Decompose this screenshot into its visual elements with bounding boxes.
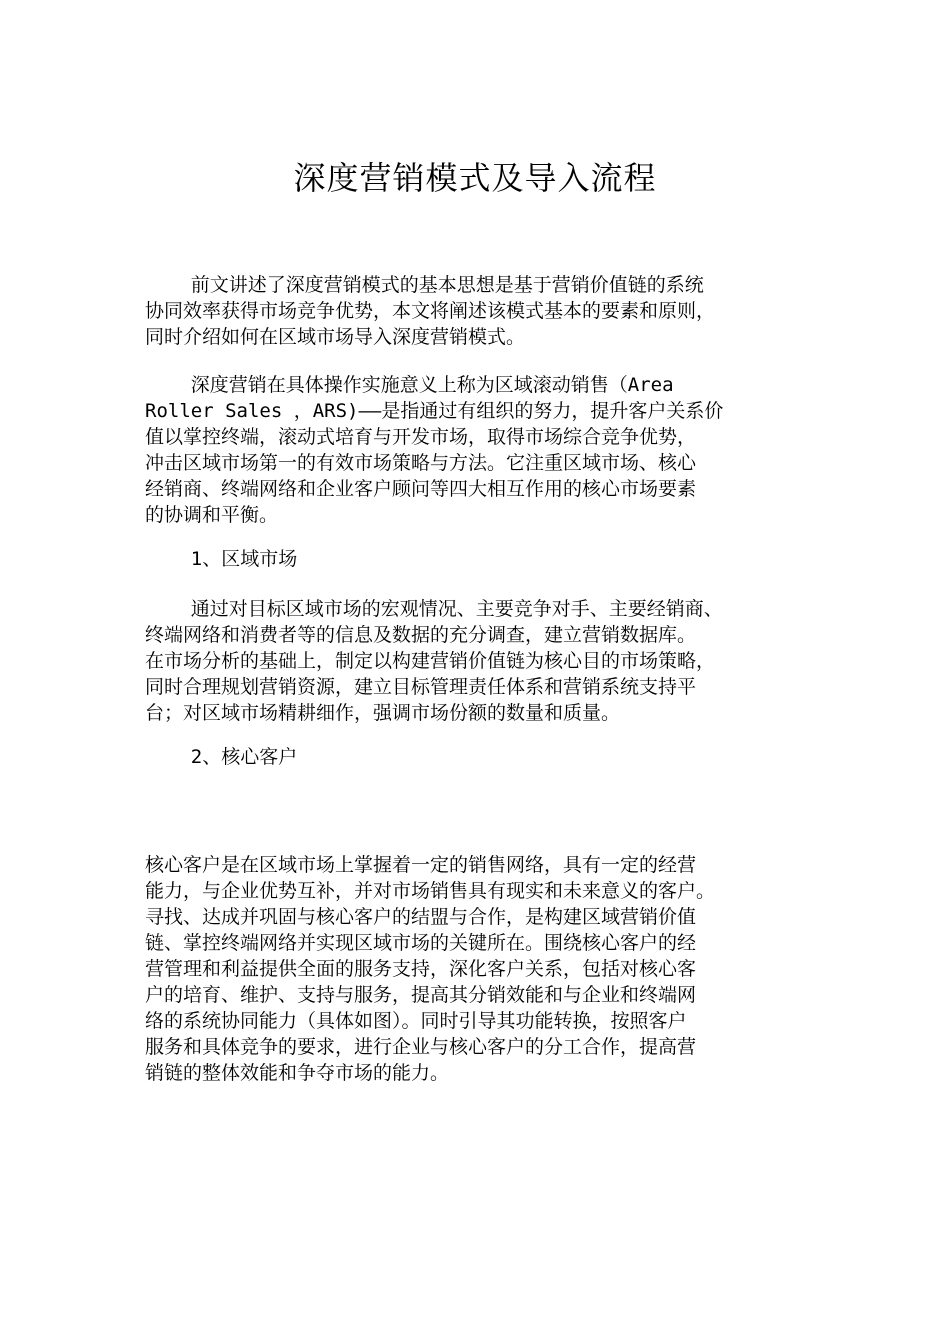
paragraph-core-customer: 核心客户是在区域市场上掌握着一定的销售网络，具有一定的经营 能力，与企业优势互补，并对市场销售具有现实和未来意义的客户。 寻找、达成并巩固与核心客户的结盟与合作，是构建区域营销价值 链、掌控终端网络并实现区域市场的关键所在。围绕核心客户的经 营管理和利益提供全面的服务支持，深化客户关系，包括对核心客 户的培育、维护、支持与服务，提高其分销效能和与企业和终端网 络的系统协同能力（具体如图）。同时引导其功能转换，按照客户 服务和具体竞争的要求，进行企业与核心客户的分工合作，提高营 销链的整体效能和争夺市场的能力。 xyxy=(145,854,716,1084)
paragraph-intro: 前文讲述了深度营销模式的基本思想是基于营销价值链的系统 协同效率获得市场竞争优势，本文将阐述该模式基本的要素和原则， 同时介绍如何在区域市场导入深度营销模式。 xyxy=(145,274,716,348)
paragraph-regional-market: 通过对目标区域市场的宏观情况、主要竞争对手、主要经销商、 终端网络和消费者等的信息及数据的充分调查，建立营销数据库。 在市场分析的基础上，制定以构建营销价值链为核心目的市场策略， 同时合理规划营销资源，建立目标管理责任体系和营销系统支持平 台；对区域市场精耕细作，强调市场份额的数量和质量。 xyxy=(145,598,723,724)
paragraph-definition: 深度营销在具体操作实施意义上称为区域滚动销售（Area Roller Sales ，ARS)——是指通过有组织的努力，提升客户关系价 值以掌控终端，滚动式培育与开发市场，取得市场综合竞争优势， 冲击区域市场第一的有效市场策略与方法。它注重区域市场、核心 经销商、终端网络和企业客户顾问等四大相互作用的核心市场要素 的协调和平衡。 xyxy=(145,374,724,526)
section-heading-core-customer: 2、核心客户 xyxy=(145,746,298,768)
section-heading-regional-market: 1、区域市场 xyxy=(145,548,298,570)
document-title: 深度营销模式及导入流程 xyxy=(293,159,657,197)
